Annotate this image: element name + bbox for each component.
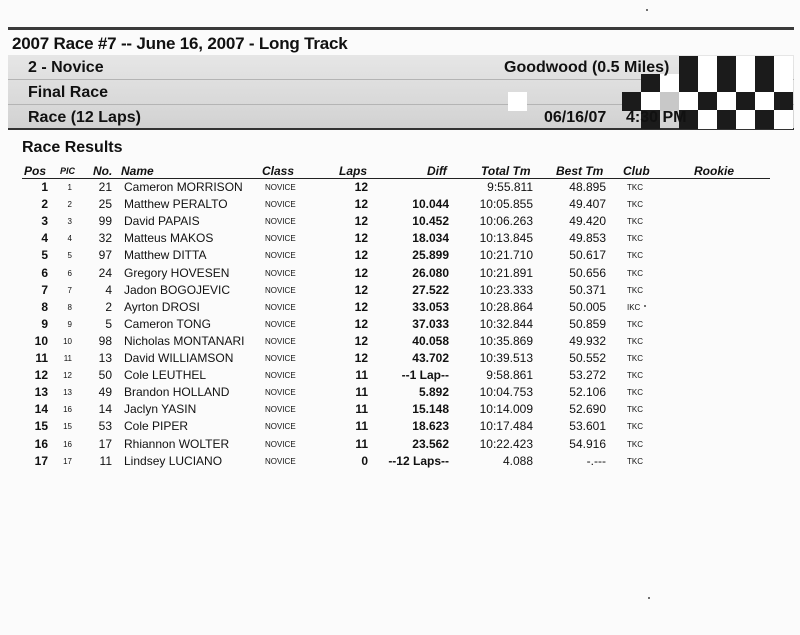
class-line: 2 - Novice: [28, 59, 104, 76]
cell-pic: 15: [63, 422, 72, 432]
cell-name: Matthew DITTA: [124, 248, 207, 263]
cell-pic: 7: [67, 285, 72, 295]
cell-pic: 16: [63, 439, 72, 449]
cell-pos: 1: [41, 180, 48, 194]
cell-pos: 16: [34, 436, 48, 451]
cell-laps: 12: [354, 265, 368, 280]
cell-pos: 14: [34, 402, 48, 417]
cell-diff: 23.562: [412, 436, 449, 451]
cell-total-time: 10:21.891: [479, 265, 533, 280]
cell-club: TKC: [627, 422, 643, 432]
cell-class: NOVICE: [265, 183, 296, 192]
col-pic: PIC: [60, 166, 76, 176]
cell-laps: 12: [354, 351, 368, 365]
cell-club: TKC: [627, 200, 643, 210]
cell-total-time: 10:05.855: [479, 197, 533, 212]
cell-pic: 8: [67, 302, 72, 312]
race-time: 4:30 PM: [626, 109, 687, 126]
cell-total-time: 10:17.484: [479, 419, 533, 434]
cell-pos: 4: [41, 231, 48, 246]
cell-number: 25: [98, 197, 112, 212]
col-rookie: Rookie: [694, 164, 735, 178]
flag-square: [755, 74, 774, 93]
cell-pos: 15: [34, 419, 48, 434]
table-row: [0, 265, 800, 282]
cell-number: 5: [105, 316, 112, 331]
flag-square: [508, 92, 527, 111]
cell-pic: 11: [63, 354, 72, 363]
cell-club: TKC: [627, 336, 643, 346]
cell-total-time: 10:22.423: [479, 436, 533, 451]
cell-best-time: 49.932: [569, 333, 606, 348]
cell-number: 50: [98, 368, 112, 383]
cell-class: NOVICE: [265, 217, 296, 227]
cell-club: TKC: [627, 285, 643, 295]
cell-laps: 12: [354, 333, 368, 348]
col-club: Club: [623, 164, 650, 178]
cell-laps: 11: [355, 368, 368, 383]
flag-square: [774, 92, 793, 111]
table-row: [0, 384, 800, 401]
table-row: [0, 453, 800, 470]
table-row: [0, 230, 800, 247]
cell-number: 14: [98, 402, 112, 417]
cell-pos: 12: [34, 368, 48, 383]
cell-name: Lindsey LUCIANO: [124, 453, 223, 468]
cell-class: NOVICE: [265, 354, 296, 363]
table-row: [0, 401, 800, 418]
flag-square: [755, 110, 774, 129]
cell-best-time: 50.371: [569, 282, 606, 297]
flag-square: [736, 56, 755, 75]
cell-club: TKC: [627, 439, 643, 449]
cell-pic: 6: [67, 268, 72, 278]
col-name: Name: [121, 164, 154, 178]
cell-best-time: 54.916: [569, 436, 606, 451]
flag-square: [698, 74, 717, 93]
cell-number: 53: [98, 419, 112, 434]
cell-laps: 12: [354, 214, 368, 229]
cell-number: 97: [98, 248, 112, 263]
cell-club: TKC: [627, 217, 643, 227]
cell-pos: 7: [41, 282, 48, 297]
cell-pic: 9: [67, 319, 72, 329]
cell-pic: 2: [67, 200, 72, 210]
cell-class: NOVICE: [265, 268, 296, 278]
cell-total-time: 9:55.811: [487, 180, 533, 194]
cell-total-time: 10:39.513: [479, 351, 533, 365]
cell-total-time: 10:06.263: [479, 214, 533, 229]
table-row: [0, 179, 800, 196]
scan-speck: [644, 305, 646, 307]
flag-square: [698, 92, 717, 111]
flag-square: [717, 110, 736, 129]
cell-club: TKC: [627, 268, 643, 278]
flag-square: [755, 56, 774, 75]
cell-total-time: 10:13.845: [479, 231, 533, 246]
cell-club: TKC: [627, 371, 643, 381]
cell-diff: 25.899: [412, 248, 449, 263]
col-pos: Pos: [24, 164, 47, 178]
cell-pos: 3: [41, 214, 48, 229]
flag-square: [736, 74, 755, 93]
cell-class: NOVICE: [265, 200, 296, 210]
cell-name: Jaclyn YASIN: [124, 402, 197, 417]
cell-name: David PAPAIS: [124, 214, 200, 229]
cell-name: Cole LEUTHEL: [124, 368, 207, 383]
cell-laps: 11: [355, 436, 368, 451]
flag-square: [698, 56, 717, 75]
cell-laps: 11: [355, 402, 368, 417]
race-header-box: [8, 55, 794, 130]
cell-pos: 9: [41, 316, 48, 331]
cell-club: IKC: [627, 302, 641, 312]
cell-best-time: 50.656: [569, 265, 606, 280]
cell-number: 13: [98, 351, 112, 365]
cell-laps: 11: [355, 419, 368, 434]
cell-total-time: 10:14.009: [479, 402, 533, 417]
track-name: Goodwood (0.5 Miles): [504, 59, 670, 76]
table-row: [0, 299, 800, 316]
cell-class: NOVICE: [265, 456, 296, 466]
cell-diff: 10.044: [412, 197, 449, 212]
cell-total-time: 10:04.753: [479, 385, 533, 400]
table-row: [0, 316, 800, 333]
cell-number: 99: [98, 214, 112, 229]
cell-pos: 5: [41, 248, 48, 263]
cell-best-time: 49.407: [569, 197, 606, 212]
cell-best-time: 50.005: [569, 299, 606, 314]
cell-diff: 40.058: [412, 333, 449, 348]
cell-number: 2: [105, 299, 112, 314]
cell-club: TKC: [627, 354, 643, 363]
cell-club: TKC: [627, 405, 643, 415]
cell-pic: 1: [67, 183, 72, 192]
cell-name: Jadon BOGOJEVIC: [124, 282, 231, 297]
cell-total-time: 10:21.710: [479, 248, 533, 263]
cell-best-time: 50.859: [569, 316, 606, 331]
cell-class: NOVICE: [265, 388, 296, 398]
cell-laps: 12: [354, 180, 368, 194]
col-diff: Diff: [427, 164, 447, 178]
flag-square: [736, 92, 755, 111]
cell-number: 24: [98, 265, 112, 280]
table-row: [0, 247, 800, 264]
cell-total-time: 4.088: [502, 453, 533, 468]
cell-total-time: 10:23.333: [479, 282, 533, 297]
section-title: Race Results: [22, 139, 123, 156]
cell-diff: 26.080: [412, 265, 449, 280]
flag-square: [717, 56, 736, 75]
flag-square: [755, 92, 774, 111]
cell-name: Brandon HOLLAND: [124, 385, 230, 400]
flag-square: [717, 74, 736, 93]
cell-club: TKC: [627, 319, 643, 329]
cell-pic: 16: [63, 405, 72, 415]
cell-diff: 5.892: [418, 385, 449, 400]
cell-club: TKC: [627, 388, 643, 398]
table-row: [0, 213, 800, 230]
col-no: No.: [93, 164, 113, 178]
cell-pos: 11: [35, 351, 48, 365]
cell-number: 17: [98, 436, 112, 451]
table-row: [0, 282, 800, 299]
flag-square: [774, 110, 793, 129]
cell-club: TKC: [627, 183, 643, 192]
table-row: [0, 196, 800, 213]
cell-diff: --12 Laps--: [388, 453, 449, 468]
cell-total-time: 10:28.864: [479, 299, 533, 314]
cell-best-time: 48.895: [569, 180, 606, 194]
cell-number: 49: [98, 385, 112, 400]
page-title: 2007 Race #7 -- June 16, 2007 - Long Track: [12, 34, 348, 53]
col-total-time: Total Tm: [481, 164, 531, 178]
col-best-time: Best Tm: [556, 164, 604, 178]
cell-name: Rhiannon WOLTER: [124, 436, 230, 451]
cell-class: NOVICE: [265, 422, 296, 432]
table-row: [0, 350, 800, 367]
cell-diff: 18.034: [412, 231, 449, 246]
cell-pic: 13: [63, 388, 72, 398]
flag-square: [736, 110, 755, 129]
cell-number: 4: [105, 282, 112, 297]
cell-club: TKC: [627, 456, 643, 466]
cell-best-time: 53.272: [569, 368, 606, 383]
cell-laps: 12: [354, 299, 368, 314]
cell-pic: 3: [67, 217, 72, 227]
table-row: [0, 367, 800, 384]
scan-speck: [648, 597, 650, 599]
cell-total-time: 9:58.861: [486, 368, 533, 383]
cell-best-time: 53.601: [569, 419, 606, 434]
top-rule: [8, 27, 794, 30]
cell-name: Cameron MORRISON: [124, 180, 243, 194]
cell-diff: 10.452: [412, 214, 449, 229]
cell-best-time: 50.552: [569, 351, 606, 365]
table-row: [0, 333, 800, 350]
cell-best-time: -.---: [586, 453, 606, 468]
flag-square: [774, 56, 793, 75]
cell-diff: 15.148: [412, 402, 449, 417]
race-date: 06/16/07: [544, 109, 607, 126]
cell-number: 98: [98, 333, 112, 348]
cell-number: 21: [98, 180, 112, 194]
flag-square: [698, 110, 717, 129]
cell-total-time: 10:32.844: [479, 316, 533, 331]
scan-speck: [646, 9, 648, 11]
cell-pic: 4: [67, 234, 72, 244]
table-row: [0, 436, 800, 453]
cell-class: NOVICE: [265, 319, 296, 329]
cell-name: Matteus MAKOS: [124, 231, 214, 246]
cell-name: Matthew PERALTO: [124, 197, 228, 212]
cell-diff: 33.053: [412, 299, 449, 314]
cell-number: 32: [98, 231, 112, 246]
laps-line: Race (12 Laps): [28, 109, 141, 126]
cell-best-time: 49.853: [569, 231, 606, 246]
cell-best-time: 49.420: [569, 214, 606, 229]
cell-pos: 2: [41, 197, 48, 212]
cell-total-time: 10:35.869: [479, 333, 533, 348]
cell-best-time: 52.690: [569, 402, 606, 417]
cell-name: Cole PIPER: [124, 419, 189, 434]
cell-club: TKC: [627, 251, 643, 261]
cell-diff: 43.702: [412, 351, 449, 365]
cell-diff: 18.623: [412, 419, 449, 434]
cell-best-time: 52.106: [569, 385, 606, 400]
cell-pic: 5: [67, 251, 72, 261]
cell-diff: 27.522: [412, 282, 449, 297]
cell-laps: 11: [355, 385, 368, 400]
cell-class: NOVICE: [265, 285, 296, 295]
cell-class: NOVICE: [265, 251, 296, 261]
cell-pos: 10: [34, 333, 48, 348]
cell-laps: 12: [354, 316, 368, 331]
cell-class: NOVICE: [265, 234, 296, 244]
cell-pic: 10: [63, 336, 72, 346]
cell-laps: 0: [361, 453, 368, 468]
race-type: Final Race: [28, 84, 109, 101]
cell-laps: 12: [354, 248, 368, 263]
cell-diff: 37.033: [412, 316, 449, 331]
col-class: Class: [262, 164, 295, 178]
cell-pic: 12: [63, 371, 72, 381]
cell-class: NOVICE: [265, 439, 296, 449]
cell-best-time: 50.617: [569, 248, 606, 263]
cell-class: NOVICE: [265, 405, 296, 415]
cell-name: Gregory HOVESEN: [124, 265, 230, 280]
flag-square: [774, 74, 793, 93]
cell-class: NOVICE: [265, 302, 296, 312]
cell-laps: 12: [354, 197, 368, 212]
flag-square: [717, 92, 736, 111]
flag-square: [679, 74, 698, 93]
cell-pos: 17: [34, 453, 48, 468]
cell-pos: 8: [41, 299, 48, 314]
cell-pos: 13: [34, 385, 48, 400]
cell-class: NOVICE: [265, 371, 296, 381]
cell-pos: 6: [41, 265, 48, 280]
cell-laps: 12: [354, 282, 368, 297]
flag-square: [679, 56, 698, 75]
cell-pic: 17: [63, 456, 72, 466]
cell-class: NOVICE: [265, 336, 296, 346]
cell-laps: 12: [354, 231, 368, 246]
cell-name: Cameron TONG: [124, 316, 211, 331]
cell-club: TKC: [627, 234, 643, 244]
cell-number: 11: [99, 453, 112, 468]
cell-name: Ayrton DROSI: [124, 299, 200, 314]
table-row: [0, 418, 800, 435]
cell-diff: --1 Lap--: [401, 368, 449, 383]
cell-name: David WILLIAMSON: [124, 351, 234, 365]
col-laps: Laps: [339, 164, 368, 178]
cell-name: Nicholas MONTANARI: [124, 333, 245, 348]
